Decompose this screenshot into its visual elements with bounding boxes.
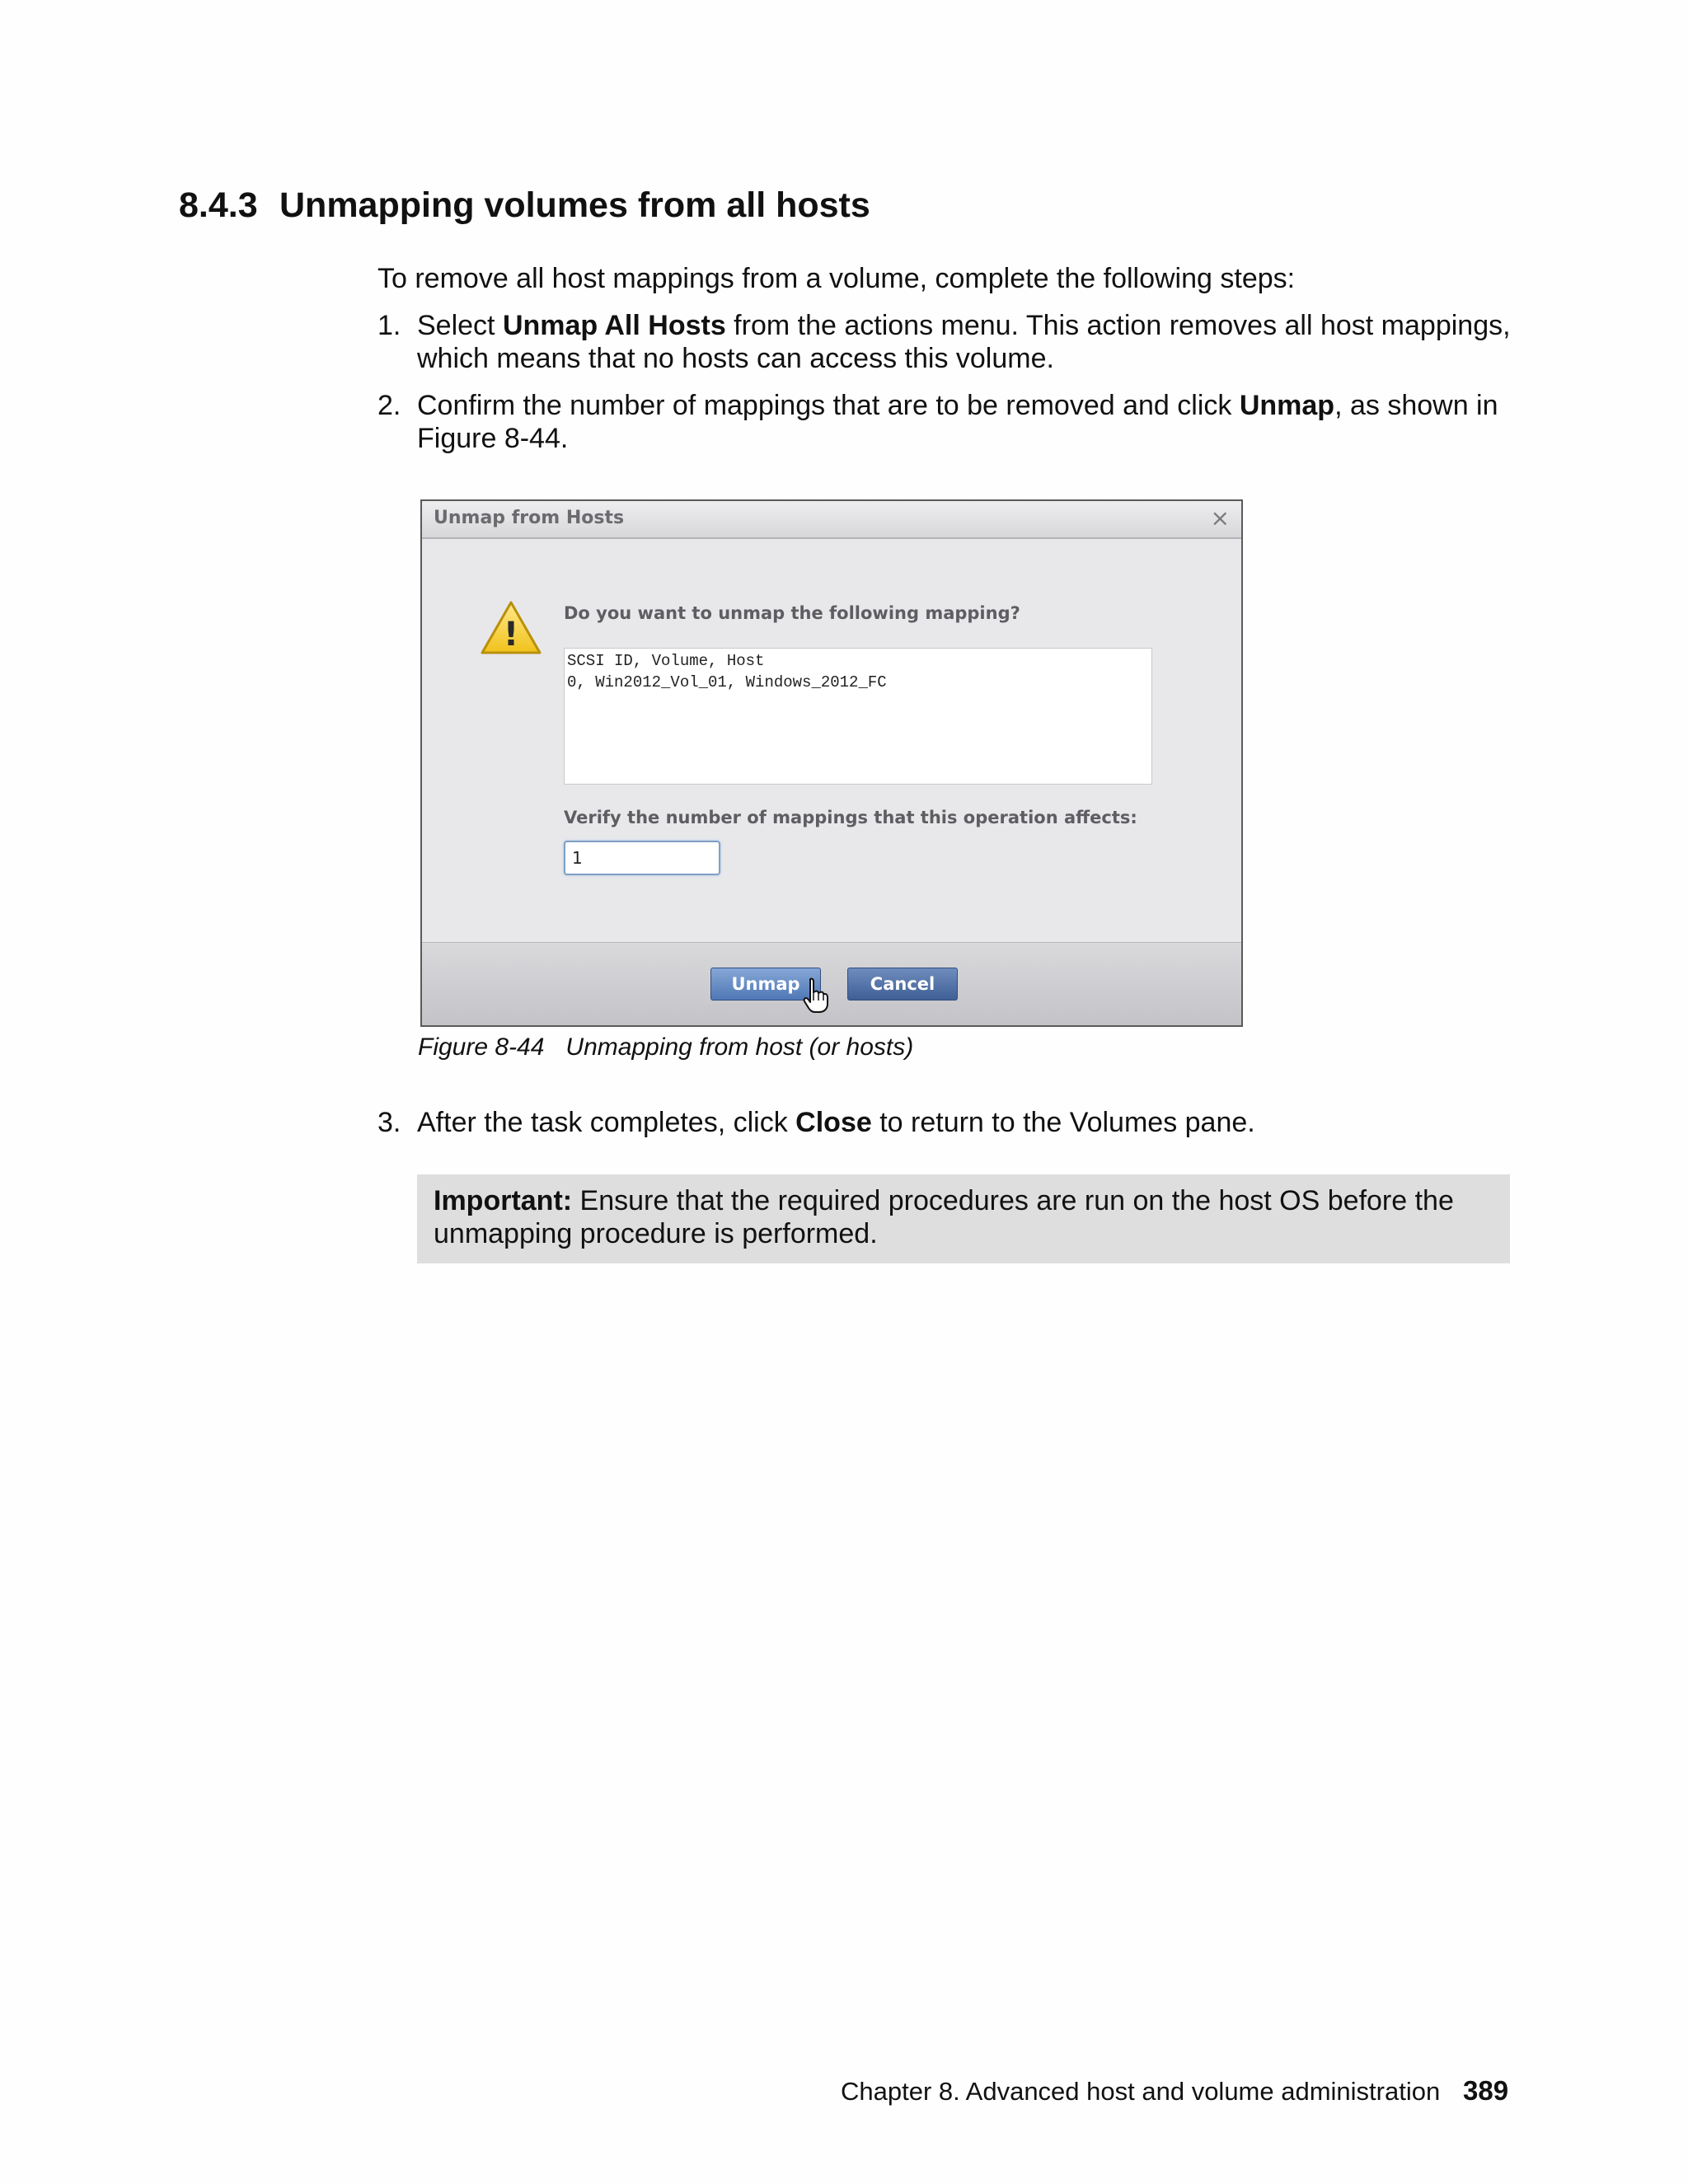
close-icon[interactable]: × xyxy=(1210,504,1230,532)
step-item xyxy=(377,389,1515,455)
hand-cursor-icon xyxy=(803,977,829,1014)
unmap-button[interactable]: Unmap xyxy=(710,968,821,1001)
step-item xyxy=(377,309,1515,375)
page-number: 389 xyxy=(1463,2075,1509,2106)
important-note xyxy=(417,1174,1510,1263)
step-number: 3. xyxy=(377,1107,401,1138)
step-item xyxy=(377,1106,1515,1139)
warning-icon xyxy=(480,600,542,656)
verify-label: Verify the number of mappings that this operation affects: xyxy=(564,808,1137,827)
step-text: Confirm the number of mappings that are to be removed and click xyxy=(417,390,1240,421)
warning-mark: ! xyxy=(503,616,519,654)
dialog-titlebar xyxy=(422,501,1241,539)
mapping-count-input[interactable] xyxy=(564,841,720,875)
mapping-header: SCSI ID, Volume, Host xyxy=(567,652,765,670)
figure-label: Figure 8-44 xyxy=(418,1033,545,1061)
step-text: , as shown in Figure 8-44. xyxy=(417,390,1498,454)
mapping-row: 0, Win2012_Vol_01, Windows_2012_FC xyxy=(567,673,887,691)
dialog-footer xyxy=(422,942,1241,1025)
mapping-list[interactable] xyxy=(564,648,1152,785)
cancel-button[interactable]: Cancel xyxy=(847,968,958,1001)
step-text: to return to the Volumes pane. xyxy=(871,1107,1255,1138)
step-number: 2. xyxy=(377,390,401,421)
step-text: from the actions menu. This action removes all host mappings, which means that no hosts can access this volume. xyxy=(417,310,1511,374)
important-text: Ensure that the required procedures are run on the host OS before the unmapping procedure is performed. xyxy=(434,1185,1454,1249)
figure-caption xyxy=(418,1033,913,1062)
step-bold-term: Unmap All Hosts xyxy=(502,310,726,341)
figure-caption-text: Unmapping from host (or hosts) xyxy=(565,1033,914,1061)
important-label: Important: xyxy=(434,1185,573,1216)
dialog-title: Unmap from Hosts xyxy=(434,508,625,528)
section-number: 8.4.3 xyxy=(179,185,258,225)
step-bold-term: Close xyxy=(795,1107,872,1138)
section-title: Unmapping volumes from all hosts xyxy=(279,185,870,225)
step-text: Select xyxy=(417,310,503,341)
step-number: 1. xyxy=(377,310,401,341)
step-text: After the task completes, click xyxy=(417,1107,796,1138)
chapter-footer: Chapter 8. Advanced host and volume administration xyxy=(841,2077,1441,2106)
dialog-question: Do you want to unmap the following mapping? xyxy=(564,603,1020,623)
unmap-dialog xyxy=(420,499,1243,1027)
section-heading xyxy=(179,185,870,226)
intro-paragraph: To remove all host mappings from a volume, complete the following steps: xyxy=(377,263,1296,294)
step-bold-term: Unmap xyxy=(1239,390,1335,421)
